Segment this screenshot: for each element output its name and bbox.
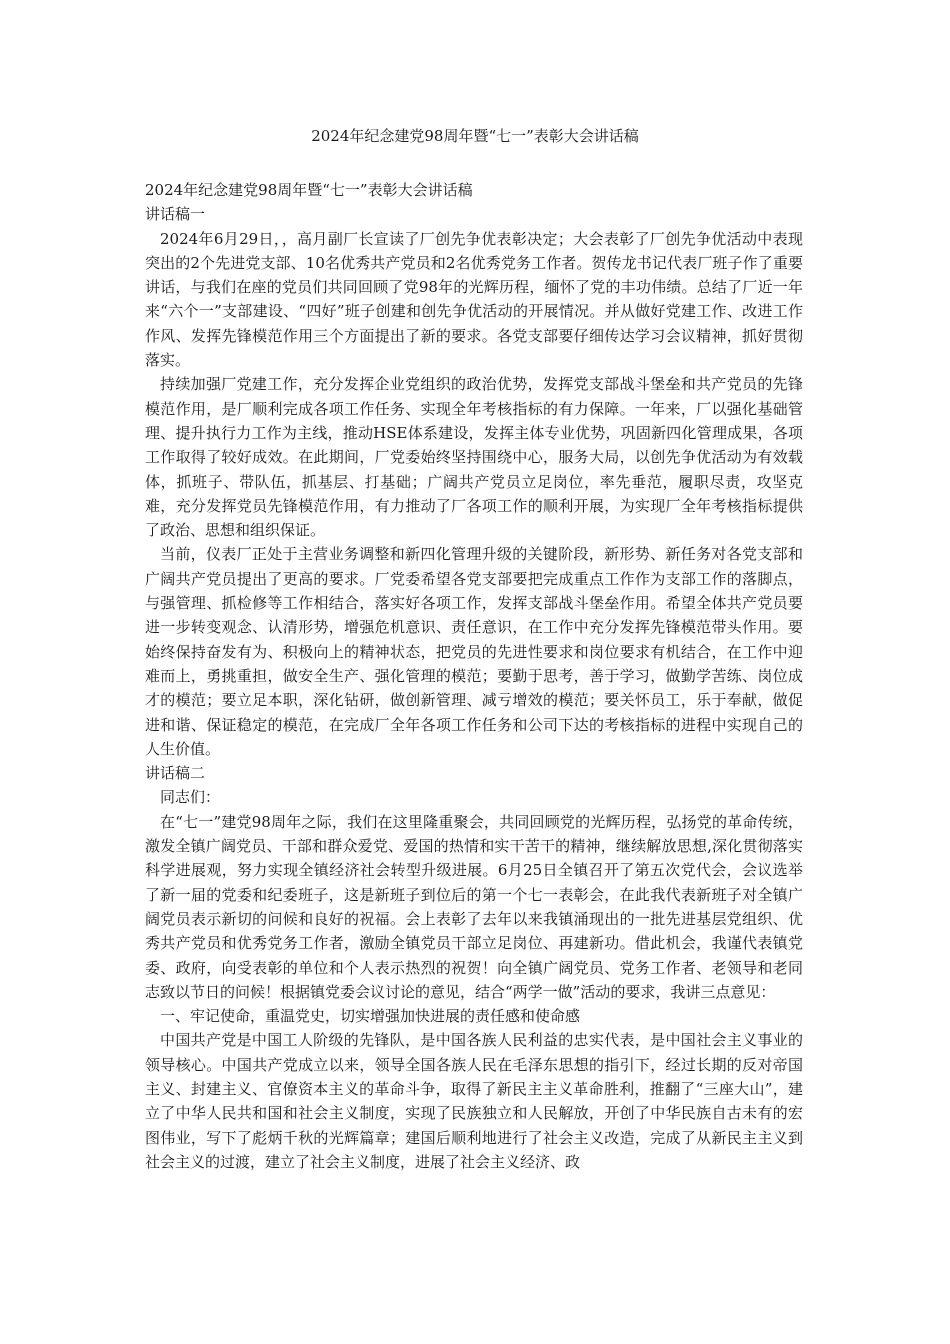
section-heading-two: 讲话稿二 — [145, 764, 206, 783]
point-heading: 一、牢记使命，重温党史，切实增强加快进展的责任感和使命感 — [160, 1007, 581, 1026]
page-title: 2024年纪念建党98周年暨“七一”表彰大会讲话稿 — [311, 127, 639, 145]
paragraph: 2024年6月29日，，高月副厂长宣读了厂创先争优表彰决定；大会表彰了厂创先争优活动中表现突出的2个先进党支部、10名优秀共产党员和2名优秀党务工作者。贺传龙书记代表厂班子作了重要讲话，与我们在座的党员们共同回顾了党98年的光辉历程，缅怀了党的丰功伟绩。总结了厂近一年来“六个一”支部建设、“四好”班子创建和创先争优活动的开展情况。并从做好党建工作、改进工作作风、发挥先锋模范作用三个方面提出了新的要求。各党支部要仔细传达学习会议精神，抓好贯彻落实。 — [145, 229, 803, 370]
paragraph: 持续加强厂党建工作，充分发挥企业党组织的政治优势，发挥党支部战斗堡垒和共产党员的先锋模范作用，是厂顺利完成各项工作任务、实现全年考核指标的有力保障。一年来，厂以强化基础管理、提升执行力工作为主线，推动HSE体系建设，发挥主体专业优势，巩固新四化管理成果，各项工作取得了较好成效。在此期间，厂党委始终坚持围绕中心，服务大局，以创先争优活动为有效载体，抓班子、带队伍，抓基层、打基础；广阔共产党员立足岗位，率先垂范，履职尽责，攻坚克难，充分发挥党员先锋模范作用，有力推动了厂各项工作的顺利开展，为实现厂全年考核指标提供了政治、思想和组织保证。 — [145, 375, 803, 540]
section-heading-one: 讲话稿一 — [145, 205, 206, 224]
document-body — [145, 178, 803, 1174]
greeting: 同志们： — [160, 788, 221, 807]
paragraph: 在“七一”建党98周年之际，我们在这里隆重聚会，共同回顾党的光辉历程，弘扬党的革命传统，激发全镇广阔党员、干部和群众爱党、爱国的热情和实干苦干的精神，继续解放思想,深化贯彻落实科学进展观，努力实现全镇经济社会转型升级进展。6月25日全镇召开了第五次党代会，会议选举了新一届的党委和纪委班子，这是新班子到位后的第一个七一表彰会，在此我代表新班子对全镇广阔党员表示新切的问候和良好的祝福。会上表彰了去年以来我镇涌现出的一批先进基层党组织、优秀共产党员和优秀党务工作者，激励全镇党员干部立足岗位、再建新功。借此机会，我谨代表镇党委、政府，向受表彰的单位和个人表示热烈的祝贺！向全镇广阔党员、党务工作者、老领导和老同志致以节日的问候！根据镇党委会议讨论的意见，结合“两学一做”活动的要求，我讲三点意见： — [145, 812, 803, 1001]
paragraph: 中国共产党是中国工人阶级的先锋队，是中国各族人民利益的忠实代表，是中国社会主义事业的领导核心。中国共产党成立以来，领导全国各族人民在毛泽东思想的指引下，经过长期的反对帝国主义、封建主义、官僚资本主义的革命斗争，取得了新民主主义革命胜利，推翻了“三座大山”，建立了中华人民共和国和社会主义制度，实现了民族独立和人民解放，开创了中华民族自古未有的宏图伟业，写下了彪炳千秋的光辉篇章；建国后顺利地进行了社会主义改造，完成了从新民主主义到社会主义的过渡，建立了社会主义制度，进展了社会主义经济、政 — [145, 1031, 803, 1171]
paragraph: 当前，仪表厂正处于主营业务调整和新四化管理升级的关键阶段，新形势、新任务对各党支部和广阔共产党员提出了更高的要求。厂党委希望各党支部要把完成重点工作作为支部工作的落脚点，与强管理、抓检修等工作相结合，落实好各项工作，发挥支部战斗堡垒作用。希望全体共产党员要进一步转变观念、认清形势，增强危机意识、责任意识，在工作中充分发挥先锋模范带头作用。要始终保持奋发有为、积极向上的精神状态，把党员的先进性要求和岗位要求有机结合，在工作中迎难而上，勇挑重担，做安全生产、强化管理的模范；要勤于思考，善于学习，做勤学苦练、岗位成才的模范；要立足本职，深化钻研，做创新管理、减亏增效的模范；要关怀员工，乐于奉献，做促进和谐、保证稳定的模范，在完成厂全年各项工作任务和公司下达的考核指标的进程中实现自己的人生价值。 — [145, 545, 803, 758]
document-subtitle: 2024年纪念建党98周年暨“七一”表彰大会讲话稿 — [145, 181, 473, 199]
